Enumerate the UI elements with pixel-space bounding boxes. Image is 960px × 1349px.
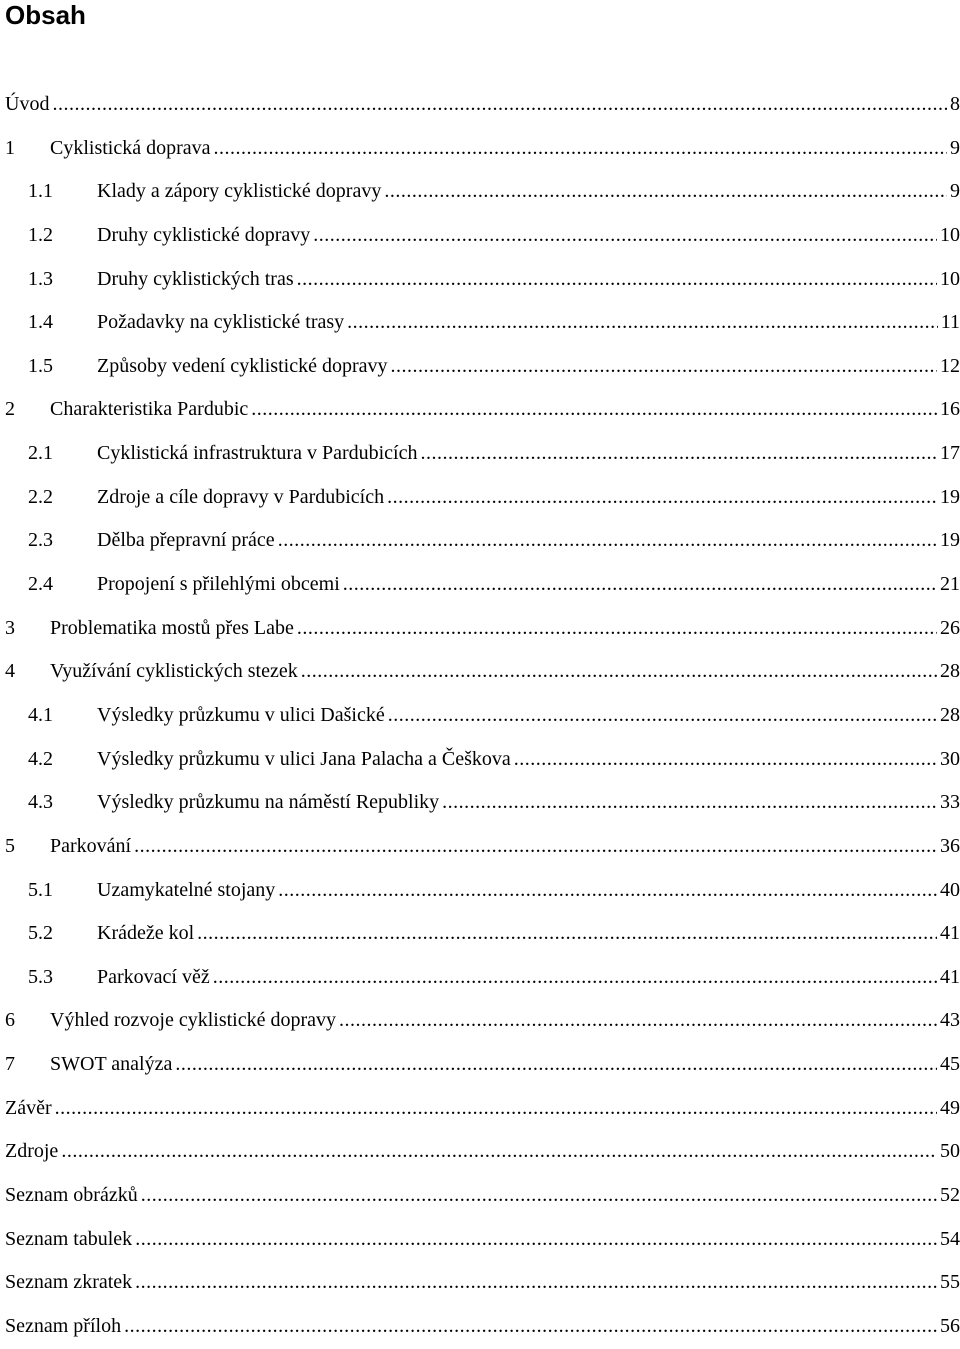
toc-dot-leader bbox=[442, 781, 937, 825]
toc-entry-number: 7 bbox=[5, 1053, 15, 1076]
toc-entry-label: Seznam příloh bbox=[5, 1314, 122, 1337]
toc-entry-label: Propojení s přilehlými obcemi bbox=[97, 573, 340, 596]
toc-entry[interactable] bbox=[5, 301, 960, 345]
toc-dot-leader bbox=[214, 127, 947, 171]
toc-dot-leader bbox=[278, 519, 937, 563]
toc-entry-label: Využívání cyklistických stezek bbox=[50, 660, 298, 683]
toc-dot-leader bbox=[297, 258, 937, 302]
toc-entry-label: Cyklistická doprava bbox=[50, 136, 211, 159]
toc-dot-leader bbox=[197, 912, 937, 956]
toc-entry-label: Způsoby vedení cyklistické dopravy bbox=[97, 354, 388, 377]
toc-entry-label: Výsledky průzkumu v ulici Jana Palacha a Češkova bbox=[97, 747, 511, 770]
toc-dot-leader bbox=[141, 1174, 937, 1218]
toc-page-number: 11 bbox=[940, 311, 960, 334]
toc-entry[interactable] bbox=[5, 1087, 960, 1131]
toc-entry-label: Krádeže kol bbox=[97, 922, 195, 945]
page-title: Obsah bbox=[5, 0, 86, 30]
toc-page-number: 55 bbox=[940, 1271, 960, 1294]
toc-entry[interactable] bbox=[5, 1174, 960, 1218]
toc-entry[interactable] bbox=[5, 912, 960, 956]
toc-page-number: 56 bbox=[940, 1314, 960, 1337]
toc-entry-label: Druhy cyklistické dopravy bbox=[97, 223, 311, 246]
toc-page-number: 28 bbox=[940, 703, 960, 726]
toc-dot-leader bbox=[135, 1218, 937, 1262]
toc-dot-leader bbox=[297, 607, 937, 651]
toc-page-number: 33 bbox=[940, 791, 960, 814]
toc-entry-label: Seznam tabulek bbox=[5, 1227, 133, 1250]
toc-page-number: 19 bbox=[940, 485, 960, 508]
toc-entry-number: 4.1 bbox=[28, 703, 53, 726]
toc-entry-label: Parkování bbox=[50, 834, 132, 857]
toc-page-number: 10 bbox=[940, 267, 960, 290]
toc-entry-label: Parkovací věž bbox=[97, 965, 210, 988]
toc-entry-label: Výsledky průzkumu v ulici Dašické bbox=[97, 703, 385, 726]
toc-entry-label: Zdroje bbox=[5, 1140, 59, 1163]
toc-entry[interactable] bbox=[5, 1043, 960, 1087]
toc-dot-leader bbox=[175, 1043, 937, 1087]
toc-page-number: 10 bbox=[940, 223, 960, 246]
toc-entry-number: 2.4 bbox=[28, 573, 53, 596]
toc-page-number: 52 bbox=[940, 1184, 960, 1207]
toc-entry-label: Seznam obrázků bbox=[5, 1184, 138, 1207]
toc-page-number: 17 bbox=[940, 442, 960, 465]
toc-entry[interactable] bbox=[5, 127, 960, 171]
toc-page-number: 45 bbox=[940, 1053, 960, 1076]
toc-entry[interactable] bbox=[5, 83, 960, 127]
toc-entry-label: Uzamykatelné stojany bbox=[97, 878, 276, 901]
toc-page-number: 12 bbox=[940, 354, 960, 377]
toc-page-number: 40 bbox=[940, 878, 960, 901]
toc-entry-number: 1.3 bbox=[28, 267, 53, 290]
toc-entry-number: 2 bbox=[5, 398, 15, 421]
toc-entry[interactable] bbox=[5, 432, 960, 476]
toc-entry-number: 1 bbox=[5, 136, 15, 159]
toc-dot-leader bbox=[384, 170, 947, 214]
toc-entry-label: Seznam zkratek bbox=[5, 1271, 133, 1294]
toc-dot-leader bbox=[301, 650, 937, 694]
toc-entry-label: Problematika mostů přes Labe bbox=[50, 616, 294, 639]
toc-entry[interactable] bbox=[5, 563, 960, 607]
toc-dot-leader bbox=[52, 83, 947, 127]
toc-page-number: 41 bbox=[940, 922, 960, 945]
toc-dot-leader bbox=[278, 869, 937, 913]
toc-entry-label: Výsledky průzkumu na náměstí Republiky bbox=[97, 791, 440, 814]
toc-entry-label: Charakteristika Pardubic bbox=[50, 398, 249, 421]
toc-dot-leader bbox=[387, 476, 937, 520]
toc-entry-number: 5.3 bbox=[28, 965, 53, 988]
toc-entry-label: Úvod bbox=[5, 93, 50, 115]
toc-entry-number: 5.2 bbox=[28, 922, 53, 945]
toc-entry-number: 4 bbox=[5, 660, 15, 683]
toc-dot-leader bbox=[55, 1087, 937, 1131]
toc-page-number: 54 bbox=[940, 1227, 960, 1250]
toc-entry[interactable] bbox=[5, 476, 960, 520]
toc-page-number: 26 bbox=[940, 616, 960, 639]
toc-entry[interactable] bbox=[5, 738, 960, 782]
toc-entry-label: Požadavky na cyklistické trasy bbox=[97, 311, 345, 334]
toc-entry[interactable] bbox=[5, 1261, 960, 1305]
toc-entry-label: Zdroje a cíle dopravy v Pardubicích bbox=[97, 485, 385, 508]
toc-page-number: 21 bbox=[940, 573, 960, 596]
toc-entry-label: Výhled rozvoje cyklistické dopravy bbox=[50, 1009, 337, 1032]
toc-dot-leader bbox=[251, 388, 937, 432]
toc-entry-number: 4.3 bbox=[28, 791, 53, 814]
table-of-contents bbox=[5, 83, 960, 1349]
toc-entry[interactable] bbox=[5, 607, 960, 651]
toc-dot-leader bbox=[213, 956, 937, 1000]
toc-dot-leader bbox=[61, 1130, 937, 1174]
toc-dot-leader bbox=[347, 301, 938, 345]
toc-page-number: 30 bbox=[940, 747, 960, 770]
toc-entry-label: Závěr bbox=[5, 1096, 52, 1119]
toc-entry[interactable] bbox=[5, 1218, 960, 1262]
toc-page-number: 43 bbox=[940, 1009, 960, 1032]
toc-page-number: 36 bbox=[940, 834, 960, 857]
toc-entry-number: 4.2 bbox=[28, 747, 53, 770]
toc-dot-leader bbox=[420, 432, 937, 476]
toc-page-number: 49 bbox=[940, 1096, 960, 1119]
toc-page-number: 41 bbox=[940, 965, 960, 988]
toc-dot-leader bbox=[134, 825, 937, 869]
toc-entry-number: 3 bbox=[5, 616, 15, 639]
toc-entry[interactable] bbox=[5, 519, 960, 563]
toc-entry[interactable] bbox=[5, 650, 960, 694]
toc-entry[interactable] bbox=[5, 825, 960, 869]
toc-entry-number: 1.5 bbox=[28, 354, 53, 377]
toc-page-number: 19 bbox=[940, 529, 960, 552]
toc-dot-leader bbox=[514, 738, 937, 782]
toc-entry-label: Dělba přepravní práce bbox=[97, 529, 275, 552]
toc-entry[interactable] bbox=[5, 1305, 960, 1349]
toc-entry[interactable] bbox=[5, 1130, 960, 1174]
toc-entry[interactable] bbox=[5, 214, 960, 258]
toc-entry-label: Druhy cyklistických tras bbox=[97, 267, 294, 290]
toc-page-number: 8 bbox=[950, 93, 960, 115]
toc-dot-leader bbox=[124, 1305, 937, 1349]
toc-entry[interactable] bbox=[5, 694, 960, 738]
toc-dot-leader bbox=[135, 1261, 937, 1305]
toc-entry[interactable] bbox=[5, 869, 960, 913]
toc-entry[interactable] bbox=[5, 170, 960, 214]
toc-entry-number: 2.1 bbox=[28, 442, 53, 465]
toc-dot-leader bbox=[391, 345, 938, 389]
toc-entry-number: 1.4 bbox=[28, 311, 53, 334]
toc-entry-number: 2.3 bbox=[28, 529, 53, 552]
toc-entry[interactable] bbox=[5, 999, 960, 1043]
toc-entry-label: Cyklistická infrastruktura v Pardubicích bbox=[97, 442, 418, 465]
toc-entry[interactable] bbox=[5, 345, 960, 389]
toc-page-number: 28 bbox=[940, 660, 960, 683]
toc-entry-label: SWOT analýza bbox=[50, 1053, 173, 1076]
toc-entry[interactable] bbox=[5, 258, 960, 302]
toc-entry-number: 1.1 bbox=[28, 180, 53, 203]
toc-page-number: 50 bbox=[940, 1140, 960, 1163]
toc-dot-leader bbox=[313, 214, 937, 258]
toc-page-number: 9 bbox=[950, 180, 960, 203]
toc-entry[interactable] bbox=[5, 956, 960, 1000]
toc-entry-number: 6 bbox=[5, 1009, 15, 1032]
toc-dot-leader bbox=[343, 563, 937, 607]
toc-entry-number: 5 bbox=[5, 834, 15, 857]
toc-entry-number: 1.2 bbox=[28, 223, 53, 246]
toc-entry-number: 2.2 bbox=[28, 485, 53, 508]
toc-page-number: 9 bbox=[950, 136, 960, 159]
toc-entry-number: 5.1 bbox=[28, 878, 53, 901]
toc-dot-leader bbox=[388, 694, 937, 738]
toc-entry-label: Klady a zápory cyklistické dopravy bbox=[97, 180, 382, 203]
toc-page-number: 16 bbox=[940, 398, 960, 421]
toc-entry[interactable] bbox=[5, 781, 960, 825]
toc-dot-leader bbox=[339, 999, 937, 1043]
toc-entry[interactable] bbox=[5, 388, 960, 432]
